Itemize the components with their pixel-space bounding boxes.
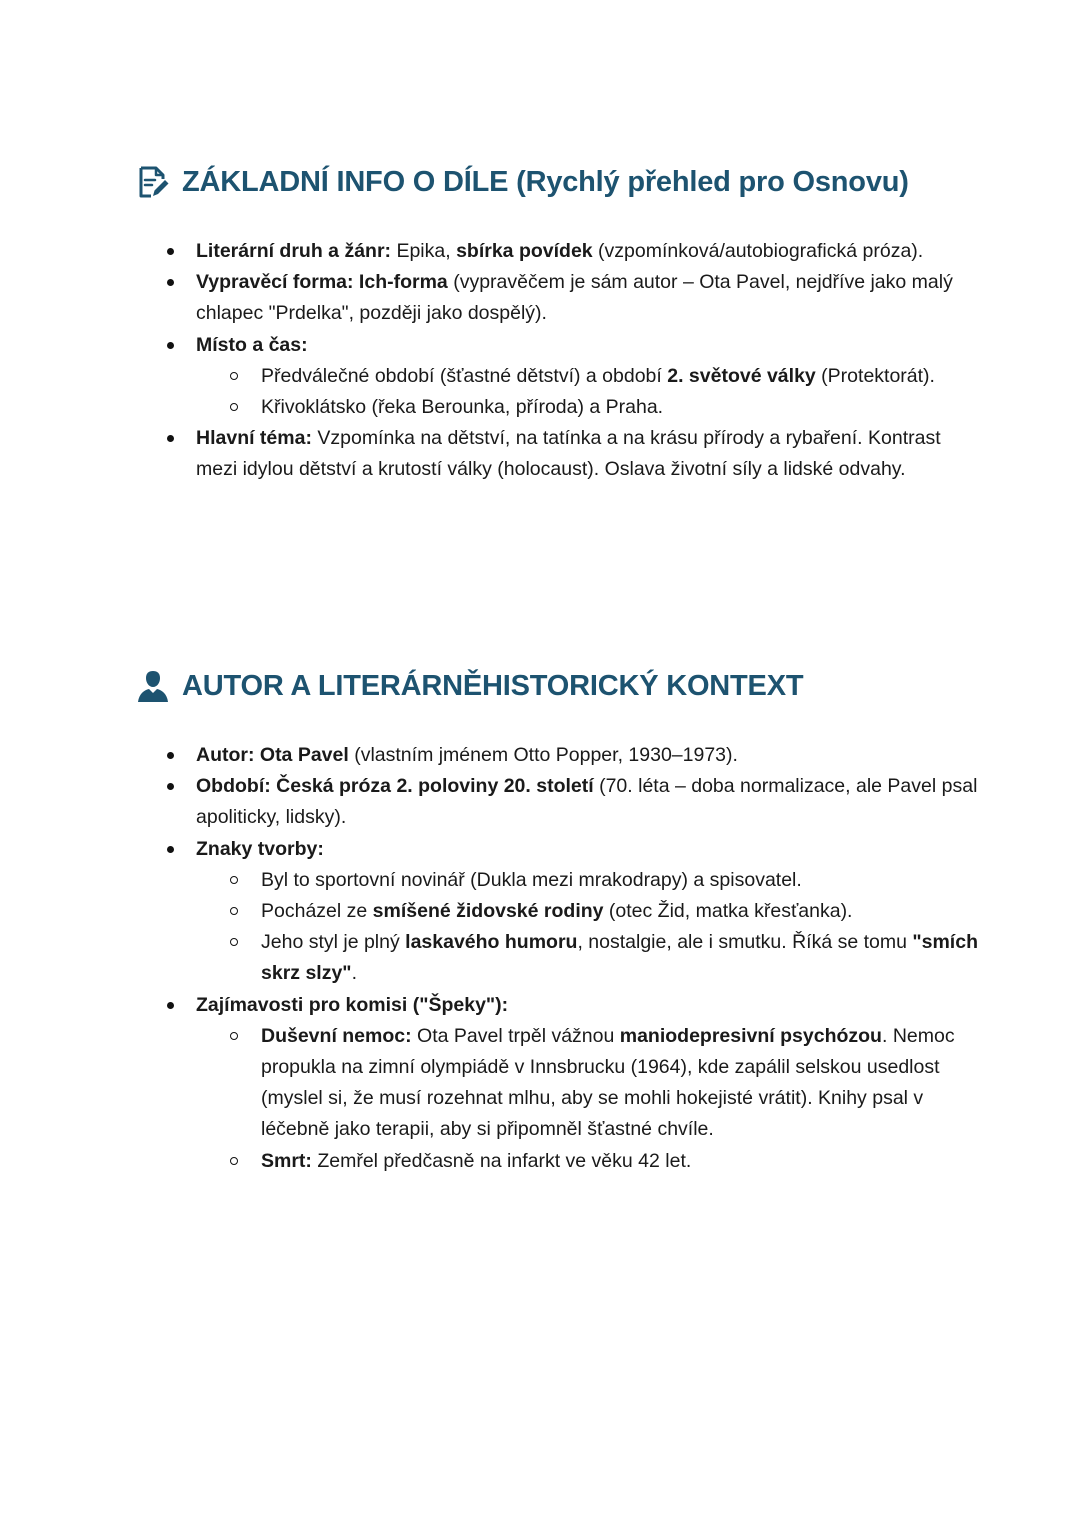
list-item: Zajímavosti pro komisi ("Špeky"): Duševní nemoc: Ota Pavel trpěl vážnou maniodepresivní psychózou. Nemoc propukla na zimní olympiádě v Innsbrucku (1964), kde zapálil selskou usedlost (myslel si, že musí rozehnat mlhu, aby se mohli hokejisté vrátit). Knihy psal v léčebně jako terapii, aby si připomněl šťastné chvíle. Smrt: Zemřel předčasně na infarkt ve věku 42 let. xyxy=(196,990,986,1177)
sub-list-item: Pocházel ze smíšené židovské rodiny (otec Žid, matka křesťanka). xyxy=(261,896,986,927)
section-heading-basic-info xyxy=(136,165,909,199)
basic-info-list xyxy=(196,236,986,486)
list-item: Vypravěcí forma: Ich-forma (vypravěčem je sám autor – Ota Pavel, nejdříve jako malý chlapec "Prdelka", později jako dospělý). xyxy=(196,267,986,329)
list-item: Znaky tvorby: Byl to sportovní novinář (Dukla mezi mrakodrapy) a spisovatel. Pocházel ze smíšené židovské rodiny (otec Žid, matka křesťanka). Jeho styl je plný laskavého humoru, nostalgie, ale i smutku. Říká se tomu "smích skrz slzy". xyxy=(196,834,986,990)
section-title: AUTOR A LITERÁRNĚHISTORICKÝ KONTEXT xyxy=(182,669,804,702)
list-item: Literární druh a žánr: Epika, sbírka povídek (vzpomínková/autobiografická próza). xyxy=(196,236,986,267)
sub-list-item: Smrt: Zemřel předčasně na infarkt ve věku 42 let. xyxy=(261,1146,986,1177)
sub-list xyxy=(196,1021,986,1177)
section-heading-author xyxy=(136,669,803,703)
person-icon xyxy=(136,669,170,703)
list-item: Hlavní téma: Vzpomínka na dětství, na tatínka a na krásu přírody a rybaření. Kontrast mezi idylou dětství a krutostí války (holocaust). Oslava životní síly a lidské odvahy. xyxy=(196,423,986,485)
sub-list xyxy=(196,361,986,423)
sub-list-item: Křivoklátsko (řeka Berounka, příroda) a Praha. xyxy=(261,392,986,423)
list-item: Autor: Ota Pavel (vlastním jménem Otto Popper, 1930–1973). xyxy=(196,740,986,771)
sub-list-item: Předválečné období (šťastné dětství) a období 2. světové války (Protektorát). xyxy=(261,361,986,392)
document-edit-icon xyxy=(136,165,170,199)
list-item: Místo a čas: Předválečné období (šťastné dětství) a období 2. světové války (Protektorát). Křivoklátsko (řeka Berounka, příroda) a Praha. xyxy=(196,330,986,424)
sub-list-item: Jeho styl je plný laskavého humoru, nostalgie, ale i smutku. Říká se tomu "smích skrz slzy". xyxy=(261,927,986,989)
sub-list-item: Duševní nemoc: Ota Pavel trpěl vážnou maniodepresivní psychózou. Nemoc propukla na zimní olympiádě v Innsbrucku (1964), kde zapálil selskou usedlost (myslel si, že musí rozehnat mlhu, aby se mohli hokejisté vrátit). Knihy psal v léčebně jako terapii, aby si připomněl šťastné chvíle. xyxy=(261,1021,986,1146)
author-list xyxy=(196,740,986,1177)
sub-list-item: Byl to sportovní novinář (Dukla mezi mrakodrapy) a spisovatel. xyxy=(261,865,986,896)
sub-list xyxy=(196,865,986,990)
section-title: ZÁKLADNÍ INFO O DÍLE (Rychlý přehled pro Osnovu) xyxy=(182,165,909,198)
list-item: Období: Česká próza 2. poloviny 20. století (70. léta – doba normalizace, ale Pavel psal apoliticky, lidsky). xyxy=(196,771,986,833)
